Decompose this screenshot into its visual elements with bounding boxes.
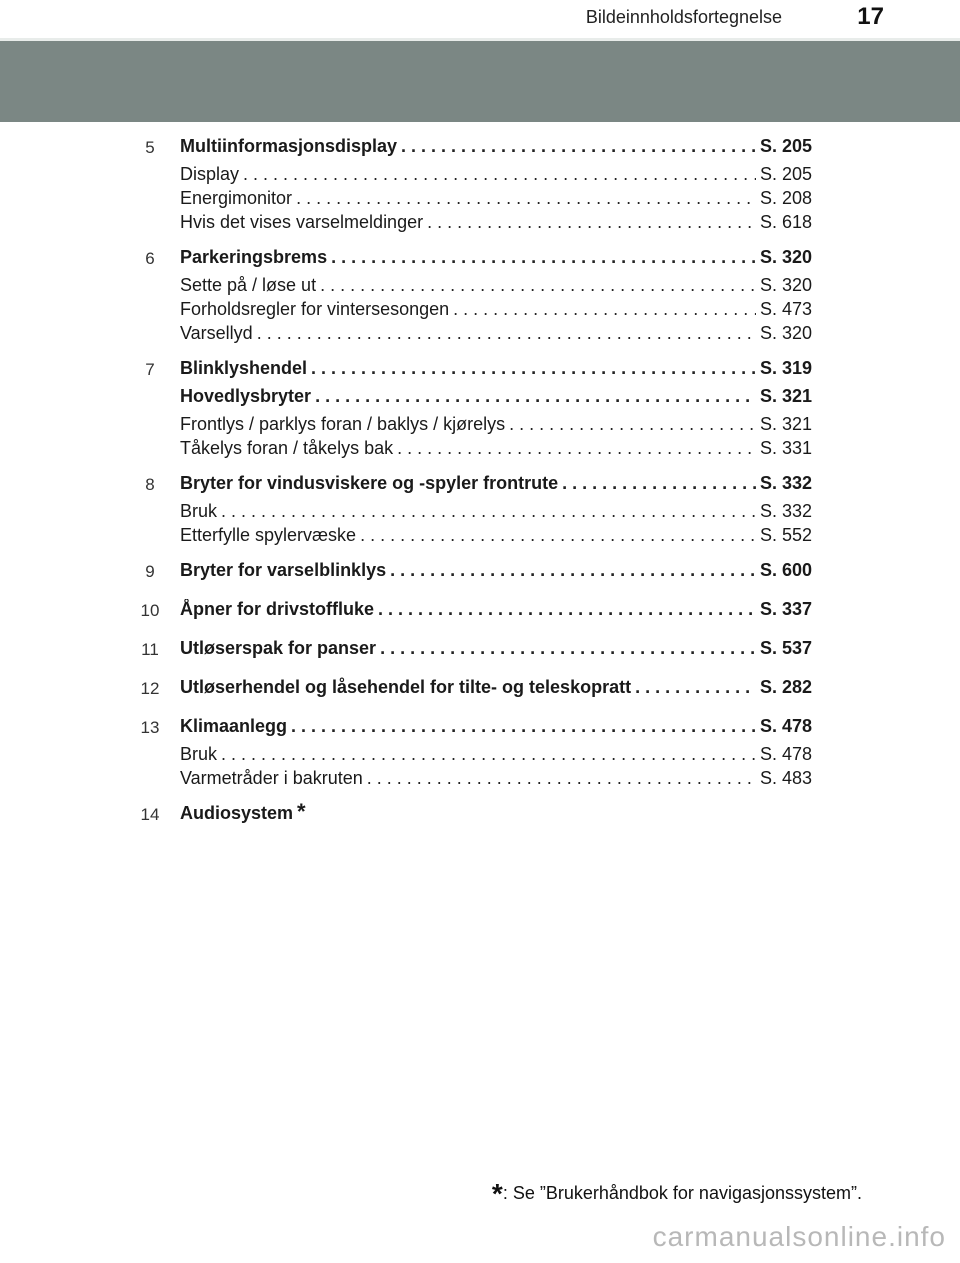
entry-label: Åpner for drivstoffluke xyxy=(180,599,375,619)
toc-main-entry[interactable] xyxy=(180,136,812,164)
entry-label: Klimaanlegg xyxy=(180,716,288,736)
section-number: 13 xyxy=(140,718,160,737)
entry-label: Energimonitor xyxy=(180,188,293,208)
table-of-contents xyxy=(140,136,812,842)
dot-leader xyxy=(257,323,756,344)
toc-section xyxy=(140,599,812,627)
entry-page: S. 319 xyxy=(759,358,812,378)
toc-main-entry[interactable] xyxy=(180,677,812,705)
dot-leader xyxy=(562,473,756,494)
entry-page: S. 331 xyxy=(759,438,812,458)
toc-section xyxy=(140,247,812,347)
entry-label: Display xyxy=(180,164,240,184)
dot-leader xyxy=(397,438,756,459)
entry-label: Utløserspak for panser xyxy=(180,638,377,658)
dot-leader xyxy=(380,638,756,659)
toc-sub-entry[interactable] xyxy=(180,438,812,462)
entry-page: S. 321 xyxy=(759,386,812,406)
toc-main-entry[interactable] xyxy=(180,638,812,666)
dot-leader xyxy=(427,212,756,233)
header-title: Bildeinnholdsfortegnelse xyxy=(585,7,782,27)
toc-section xyxy=(140,638,812,666)
entry-label: Hvis det vises varselmeldinger xyxy=(180,212,424,232)
dot-leader xyxy=(243,164,756,185)
entry-page: S. 478 xyxy=(759,744,812,764)
entry-page: S. 332 xyxy=(759,473,812,493)
entry-page: S. 208 xyxy=(759,188,812,208)
entry-label: Bruk xyxy=(180,744,218,764)
section-number: 7 xyxy=(145,360,155,379)
section-number: 10 xyxy=(140,601,160,620)
footnote-asterisk: * xyxy=(491,1178,503,1209)
dot-leader xyxy=(635,677,756,698)
section-number: 5 xyxy=(145,138,155,157)
entry-page: S. 205 xyxy=(759,136,812,156)
entry-label: Bryter for vindusviskere og -spyler frontrute xyxy=(180,473,559,493)
entry-label: Blinklyshendel xyxy=(180,358,308,378)
entry-label: Varsellyd xyxy=(180,323,253,343)
dot-leader xyxy=(378,599,756,620)
toc-main-entry[interactable] xyxy=(180,473,812,501)
section-number: 8 xyxy=(145,475,155,494)
watermark: carmanualsonline.info xyxy=(652,1221,946,1252)
entry-page: S. 337 xyxy=(759,599,812,619)
toc-sub-entry[interactable] xyxy=(180,275,812,299)
dot-leader xyxy=(401,136,756,157)
entry-page: S. 320 xyxy=(759,275,812,295)
page-number: 17 xyxy=(857,3,884,30)
entry-page: S. 321 xyxy=(759,414,812,434)
footnote xyxy=(492,1178,862,1210)
toc-sub-entry[interactable] xyxy=(180,188,812,212)
dot-leader xyxy=(291,716,756,737)
toc-section xyxy=(140,473,812,549)
entry-label: Multiinformasjonsdisplay xyxy=(180,136,398,156)
dot-leader xyxy=(315,386,756,407)
toc-sub-entry[interactable] xyxy=(180,744,812,768)
section-number: 14 xyxy=(140,805,160,824)
dot-leader xyxy=(311,358,756,379)
entry-label: Varmetråder i bakruten xyxy=(180,768,363,788)
entry-page: S. 320 xyxy=(759,247,812,267)
header-band xyxy=(0,38,960,122)
toc-sub-entry[interactable] xyxy=(180,525,812,549)
toc-main-entry[interactable] xyxy=(180,560,812,588)
footnote-text: : Se ”Brukerhåndbok for navigasjonssystem”. xyxy=(502,1182,862,1203)
toc-main-entry[interactable] xyxy=(180,386,812,414)
entry-label: Parkeringsbrems xyxy=(180,247,328,267)
entry-label: Bruk xyxy=(180,501,218,521)
toc-main-entry[interactable] xyxy=(180,247,812,275)
toc-sub-entry[interactable] xyxy=(180,299,812,323)
dot-leader xyxy=(453,299,756,320)
toc-sub-entry[interactable] xyxy=(180,414,812,438)
entry-label: Hovedlysbryter xyxy=(180,386,312,406)
toc-sub-entry[interactable] xyxy=(180,501,812,525)
entry-label: Bryter for varselblinklys xyxy=(180,560,387,580)
toc-main-entry[interactable] xyxy=(180,716,812,744)
toc-section xyxy=(140,560,812,588)
entry-page: S. 483 xyxy=(759,768,812,788)
entry-page: S. 473 xyxy=(759,299,812,319)
section-number: 6 xyxy=(145,249,155,268)
entry-label: Frontlys / parklys foran / baklys / kjørelys xyxy=(180,414,506,434)
entry-label: Forholdsregler for vintersesongen xyxy=(180,299,450,319)
dot-leader xyxy=(509,414,756,435)
dot-leader xyxy=(221,501,756,522)
toc-sub-entry[interactable] xyxy=(180,212,812,236)
entry-page: S. 600 xyxy=(759,560,812,580)
entry-page: S. 537 xyxy=(759,638,812,658)
dot-leader xyxy=(390,560,756,581)
entry-page: S. 478 xyxy=(759,716,812,736)
toc-sub-entry[interactable] xyxy=(180,164,812,188)
dot-leader xyxy=(296,188,756,209)
section-number: 9 xyxy=(145,562,155,581)
toc-section xyxy=(140,716,812,792)
entry-label: Audiosystem xyxy=(180,803,294,823)
header-band-divider xyxy=(0,38,960,41)
toc-sub-entry[interactable] xyxy=(180,768,812,792)
toc-section xyxy=(140,803,812,831)
entry-page: S. 205 xyxy=(759,164,812,184)
entry-label: Sette på / løse ut xyxy=(180,275,317,295)
entry-page: S. 618 xyxy=(759,212,812,232)
dot-leader xyxy=(367,768,756,789)
toc-main-entry[interactable] xyxy=(180,358,812,386)
toc-main-entry[interactable]: Audiosystem * xyxy=(180,803,306,824)
toc-section xyxy=(140,677,812,705)
toc-section xyxy=(140,358,812,462)
toc-section xyxy=(140,136,812,236)
dot-leader xyxy=(320,275,756,296)
dot-leader xyxy=(221,744,756,765)
section-number: 11 xyxy=(141,640,159,659)
entry-label: Etterfylle spylervæske xyxy=(180,525,357,545)
section-number: 12 xyxy=(140,679,160,698)
dot-leader xyxy=(360,525,756,546)
dot-leader xyxy=(331,247,756,268)
entry-label: Utløserhendel og låsehendel for tilte- og teleskopratt xyxy=(180,677,632,697)
page-header xyxy=(0,0,960,38)
entry-label: Tåkelys foran / tåkelys bak xyxy=(180,438,394,458)
entry-page: S. 552 xyxy=(759,525,812,545)
entry-page: S. 332 xyxy=(759,501,812,521)
entry-page: S. 320 xyxy=(759,323,812,343)
entry-page: S. 282 xyxy=(759,677,812,697)
toc-sub-entry[interactable] xyxy=(180,323,812,347)
toc-main-entry[interactable] xyxy=(180,599,812,627)
